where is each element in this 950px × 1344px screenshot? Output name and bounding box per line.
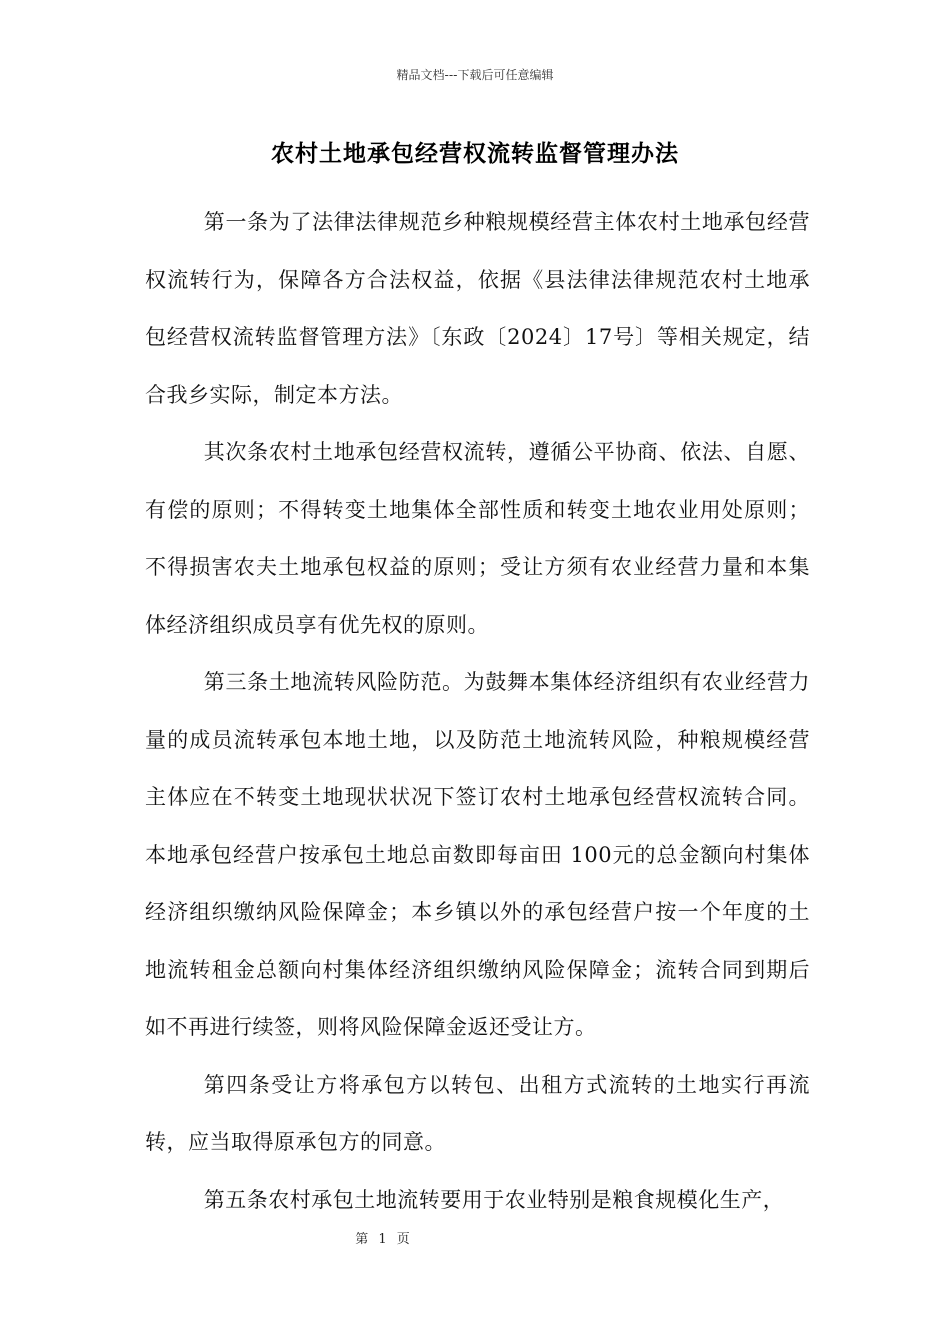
paragraph-article-2: 其次条农村土地承包经营权流转，遵循公平协商、依法、自愿、有偿的原则；不得转变土地集体全部性质和转变土地农业用处原则；不得损害农夫土地承包权益的原则；受让方须有农业经营力量和本集体经济组织成员享有优先权的原则。 [145,440,810,637]
page-header: 精品文档---下载后可任意编辑 [396,68,554,82]
paragraph-article-4: 第四条受让方将承包方以转包、出租方式流转的土地实行再流转，应当取得原承包方的同意。 [145,1072,810,1154]
page-number-suffix: 页 [396,1232,410,1247]
paragraph-article-1: 第一条为了法律法律规范乡种粮规模经营主体农村土地承包经营权流转行为，保障各方合法权益，依据《县法律法律规范农村土地承包经营权流转监督管理方法》〔东政〔2024〕17号〕等相关规定，结合我乡实际，制定本方法。 [145,210,810,407]
page-number-prefix: 第 [355,1232,369,1247]
paragraph-article-5: 第五条农村承包土地流转要用于农业特别是粮食规模化生产， [203,1187,785,1212]
paragraph-article-3: 第三条土地流转风险防范。为鼓舞本集体经济组织有农业经营力量的成员流转承包本地土地，以及防范土地流转风险，种粮规模经营主体应在不转变土地现状状况下签订农村土地承包经营权流转合同。本地承包经营户按承包土地总亩数即每亩田 100元的总金额向村集体经济组织缴纳风险保障金；本乡镇以外的承包经营户按一个年度的土地流转租金总额向村集体经济组织缴纳风险保障金；流转合同到期后如不再进行续签，则将风险保障金返还受让方。 [145,670,810,1039]
page-number: 1 [378,1232,387,1247]
document-body [145,194,810,1229]
page-footer [0,1228,765,1247]
document-title: 农村土地承包经营权流转监督管理办法 [271,141,679,167]
